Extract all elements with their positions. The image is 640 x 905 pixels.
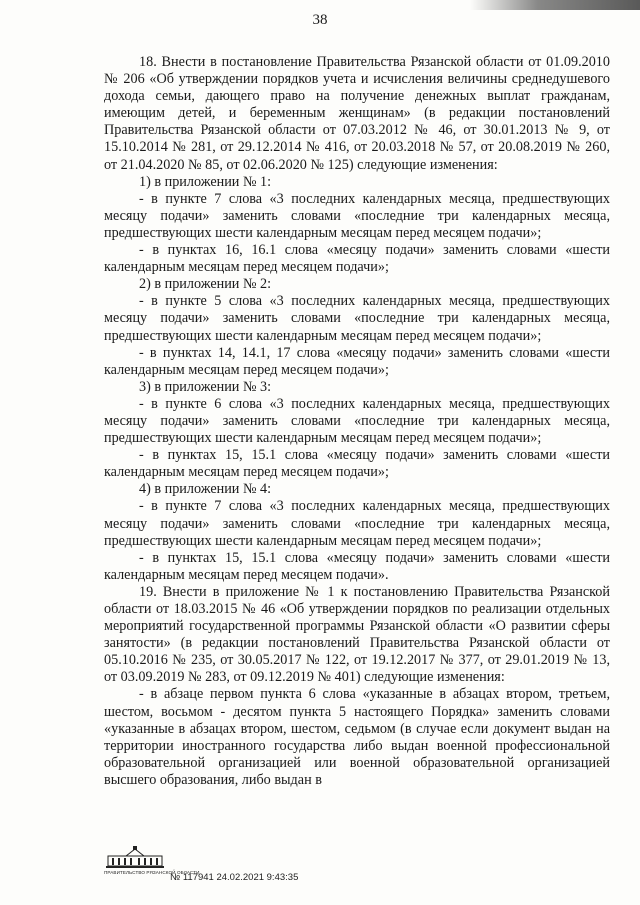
appendix-1-item-1: - в пункте 7 слова «3 последних календарных месяца, предшествующих месяцу подачи» заменить словами «последние три календарных месяца, предшествующих шести календарным месяцам перед месяцем подачи»; [104, 190, 610, 241]
appendix-4-item-1: - в пункте 7 слова «3 последних календарных месяца, предшествующих месяцу подачи» заменить словами «последние три календарных месяца, предшествующих шести календарным месяцам перед месяцем подачи»; [104, 498, 610, 549]
logo-caption: ПРАВИТЕЛЬСТВО РЯЗАНСКОЙ ОБЛАСТИ [104, 870, 200, 875]
paragraph-19-item-1: - в абзаце первом пункта 6 слова «указанные в абзацах втором, третьем, шестом, восьмом - десятом пункта 5 настоящего Порядка» заменить словами «указанные в абзацах втором, шестом, седьмом (в случае если документ выдан на территории иностранного государства либо выдан военной профессиональной образовательной организацией или военной образовательной организацией высшего образования, либо выдан в [104, 686, 610, 788]
appendix-1-item-2: - в пунктах 16, 16.1 слова «месяцу подачи» заменить словами «шести календарным месяцам перед месяцем подачи»; [104, 242, 610, 276]
page-number: 38 [312, 12, 328, 28]
appendix-3-heading: 3) в приложении № 3: [139, 378, 272, 395]
appendix-2-item-1: - в пункте 5 слова «3 последних календарных месяца, предшествующих месяцу подачи» заменить словами «последние три календарных месяца, предшествующих шести календарным месяцам перед месяцем подачи»; [104, 293, 610, 344]
paragraph-18: 18. Внести в постановление Правительства Рязанской области от 01.09.2010 № 206 «Об утверждении порядков учета и исчисления величины среднедушевого дохода семьи, дающего право на получение денежных выплат гражданам, имеющим детей, и беременным женщинам» (в редакции постановлений Правительства Рязанской области от 07.03.2012 № 46, от 30.01.2013 № 9, от 15.10.2014 № 281, от 29.12.2014 № 416, от 20.03.2018 № 57, от 20.08.2019 № 260, от 21.04.2020 № 85, от 02.06.2020 № 125) следующие изменения: [104, 54, 610, 173]
appendix-4-heading: 4) в приложении № 4: [139, 481, 272, 498]
scan-artifact [470, 0, 640, 10]
appendix-2-heading: 2) в приложении № 2: [139, 276, 272, 293]
appendix-3-item-2: - в пунктах 15, 15.1 слова «месяцу подачи» заменить словами «шести календарным месяцам перед месяцем подачи»; [104, 447, 610, 481]
appendix-4-item-2: - в пунктах 15, 15.1 слова «месяцу подачи» заменить словами «шести календарным месяцам перед месяцем подачи». [104, 549, 610, 583]
paragraph-19: 19. Внести в приложение № 1 к постановлению Правительства Рязанской области от 18.03.2015 № 46 «Об утверждении порядков по реализации отдельных мероприятий государственной программы Рязанской области «О развитии сферы занятости» (в редакции постановлений Правительства Рязанской области от 05.10.2016 № 235, от 30.05.2017 № 122, от 19.12.2017 № 377, от 29.01.2019 № 13, от 03.09.2019 № 283, от 09.12.2019 № 401) следующие изменения: [104, 583, 610, 686]
government-building-logo [104, 846, 166, 872]
document-stamp: № 117941 24.02.2021 9:43:35 [170, 872, 299, 883]
appendix-3-item-1: - в пункте 6 слова «3 последних календарных месяца, предшествующих месяцу подачи» заменить словами «последние три календарных месяца, предшествующих шести календарным месяцам перед месяцем подачи»; [104, 395, 610, 447]
appendix-1-heading: 1) в приложении № 1: [139, 173, 272, 190]
document-body [104, 54, 610, 789]
document-footer [104, 846, 404, 886]
appendix-2-item-2: - в пунктах 14, 14.1, 17 слова «месяцу подачи» заменить словами «шести календарным месяцам перед месяцем подачи»; [104, 344, 610, 378]
